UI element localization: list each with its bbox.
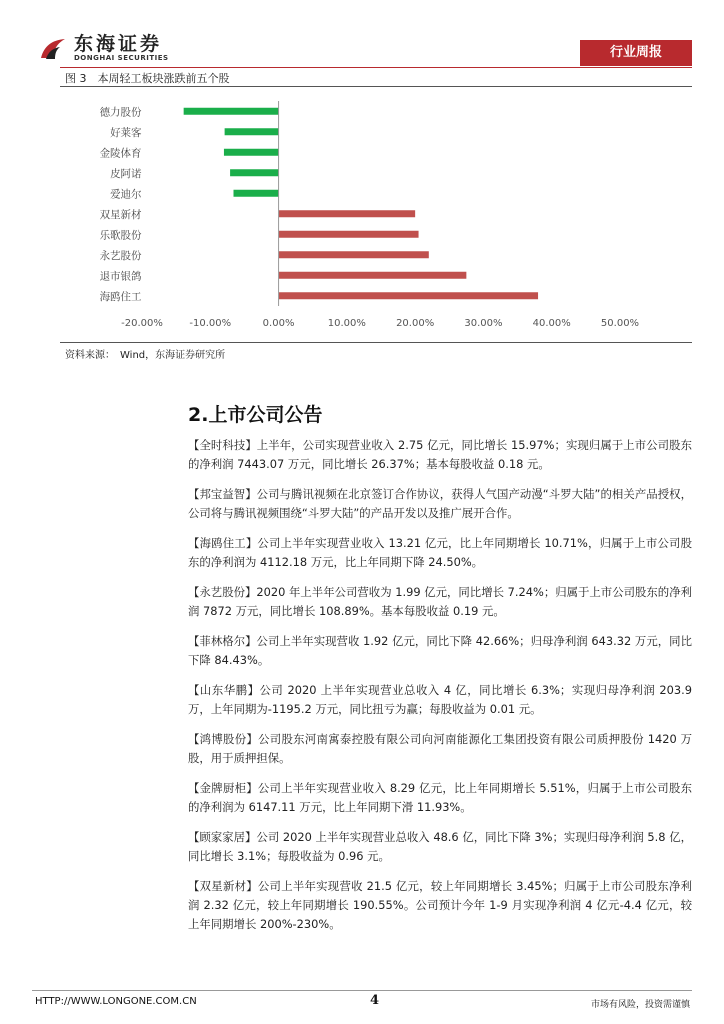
x-tick-label: 20.00% xyxy=(396,318,435,329)
category-label: 退市银鸽 xyxy=(99,270,142,283)
report-type-badge: 行业周报 xyxy=(580,40,692,66)
risk-disclaimer: 市场有风险，投资需谨慎 xyxy=(590,1000,690,1010)
x-tick-label: -20.00% xyxy=(121,318,163,329)
category-label: 皮阿诺 xyxy=(110,167,142,180)
announcement-list xyxy=(188,436,692,945)
bar-3 xyxy=(224,149,279,156)
announcement-item: 【山东华鹏】公司 2020 上半年实现营业总收入 4 亿，同比增长 6.3%；实现归母净利润 203.9 万，上年同期为-1195.2 万元，同比扭亏为赢；每股收益为 0.01 元。 xyxy=(188,683,692,716)
bar-6 xyxy=(279,210,416,217)
figure-source: 资料来源： Wind，东海证券研究所 xyxy=(65,350,226,361)
category-label: 金陵体育 xyxy=(99,147,142,160)
category-label: 永艺股份 xyxy=(99,249,142,262)
category-label: 双星新材 xyxy=(99,208,142,221)
bar-8 xyxy=(279,251,429,258)
stock-change-bar-chart xyxy=(60,92,680,337)
category-label: 爱迪尔 xyxy=(110,188,142,201)
announcement-item: 【双星新材】公司上半年实现营收 21.5 亿元，较上年同期增长 3.45%；归属于上市公司股东净利润 2.32 亿元，较上年同期增长 190.55%。公司预计今年 1-9 月实现净利润 4 亿元-4.4 亿元，较上年同期增长 200%-230%。 xyxy=(188,879,692,931)
announcement-item: 【海鸥住工】公司上半年实现营业收入 13.21 亿元，比上年同期增长 10.71%，归属于上市公司股东的净利润为 4112.18 万元，比上年同期下降 24.50%。 xyxy=(188,536,692,569)
x-tick-label: 50.00% xyxy=(600,318,640,329)
header-divider xyxy=(60,67,692,68)
bar-9 xyxy=(279,272,467,279)
page-number: 4 xyxy=(370,993,380,1008)
bar-5 xyxy=(234,190,279,197)
footer-divider xyxy=(32,990,692,991)
company-name-en: DONGHAI SECURITIES xyxy=(74,54,169,62)
bar-4 xyxy=(230,169,278,176)
category-label: 乐歌股份 xyxy=(99,229,142,242)
section-title: 2.上市公司公告 xyxy=(188,404,323,426)
company-logo xyxy=(38,34,169,63)
bar-10 xyxy=(279,292,538,299)
announcement-item: 【永艺股份】2020 年上半年公司营收为 1.99 亿元，同比增长 7.24%；归属于上市公司股东的净利润 7872 万元，同比增长 108.89%。基本每股收益 0.19 元。 xyxy=(188,585,692,618)
figure-title: 图 3 本周轻工板块涨跌前五个股 xyxy=(65,72,230,85)
figure-top-divider xyxy=(60,86,692,87)
x-tick-label: 10.00% xyxy=(327,318,366,329)
x-tick-label: 30.00% xyxy=(464,318,503,329)
announcement-item: 【菲林格尔】公司上半年实现营收 1.92 亿元，同比下降 42.66%；归母净利润 643.32 万元，同比下降 84.43%。 xyxy=(188,634,692,667)
announcement-item: 【鸿博股份】公司股东河南寓泰控股有限公司向河南能源化工集团投资有限公司质押股份 1420 万股，用于质押担保。 xyxy=(188,732,692,765)
category-label: 好莱客 xyxy=(110,126,142,139)
bar-2 xyxy=(225,128,279,135)
announcement-item: 【全时科技】上半年，公司实现营业收入 2.75 亿元，同比增长 15.97%；实现归属于上市公司股东的净利润 7443.07 万元，同比增长 26.37%；基本每股收益 0.18 元。 xyxy=(188,438,692,471)
announcement-item: 【邦宝益智】公司与腾讯视频在北京签订合作协议，获得人气国产动漫“斗罗大陆”的相关产品授权，公司将与腾讯视频围绕“斗罗大陆”的产品开发以及推广展开合作。 xyxy=(188,487,692,520)
announcement-item: 【顾家家居】公司 2020 上半年实现营业总收入 48.6 亿，同比下降 3%；实现归母净利润 5.8 亿，同比增长 3.1%；每股收益为 0.96 元。 xyxy=(188,830,692,863)
figure-bottom-divider xyxy=(60,342,692,343)
x-tick-label: 40.00% xyxy=(532,318,571,329)
bar-7 xyxy=(279,231,419,238)
logo-mark-icon xyxy=(38,36,68,62)
x-tick-label: -10.00% xyxy=(189,318,232,329)
announcement-item: 【金牌厨柜】公司上半年实现营业收入 8.29 亿元，比上年同期增长 5.51%，归属于上市公司股东的净利润为 6147.11 万元，比上年同期下滑 11.93%。 xyxy=(188,781,692,814)
category-label: 德力股份 xyxy=(99,106,142,119)
x-tick-label: 0.00% xyxy=(262,318,295,329)
category-label: 海鸥住工 xyxy=(99,290,142,303)
company-name-cn: 东海证券 xyxy=(74,33,163,55)
bar-1 xyxy=(184,108,279,115)
footer-website-link[interactable]: HTTP://WWW.LONGONE.COM.CN xyxy=(35,996,197,1007)
